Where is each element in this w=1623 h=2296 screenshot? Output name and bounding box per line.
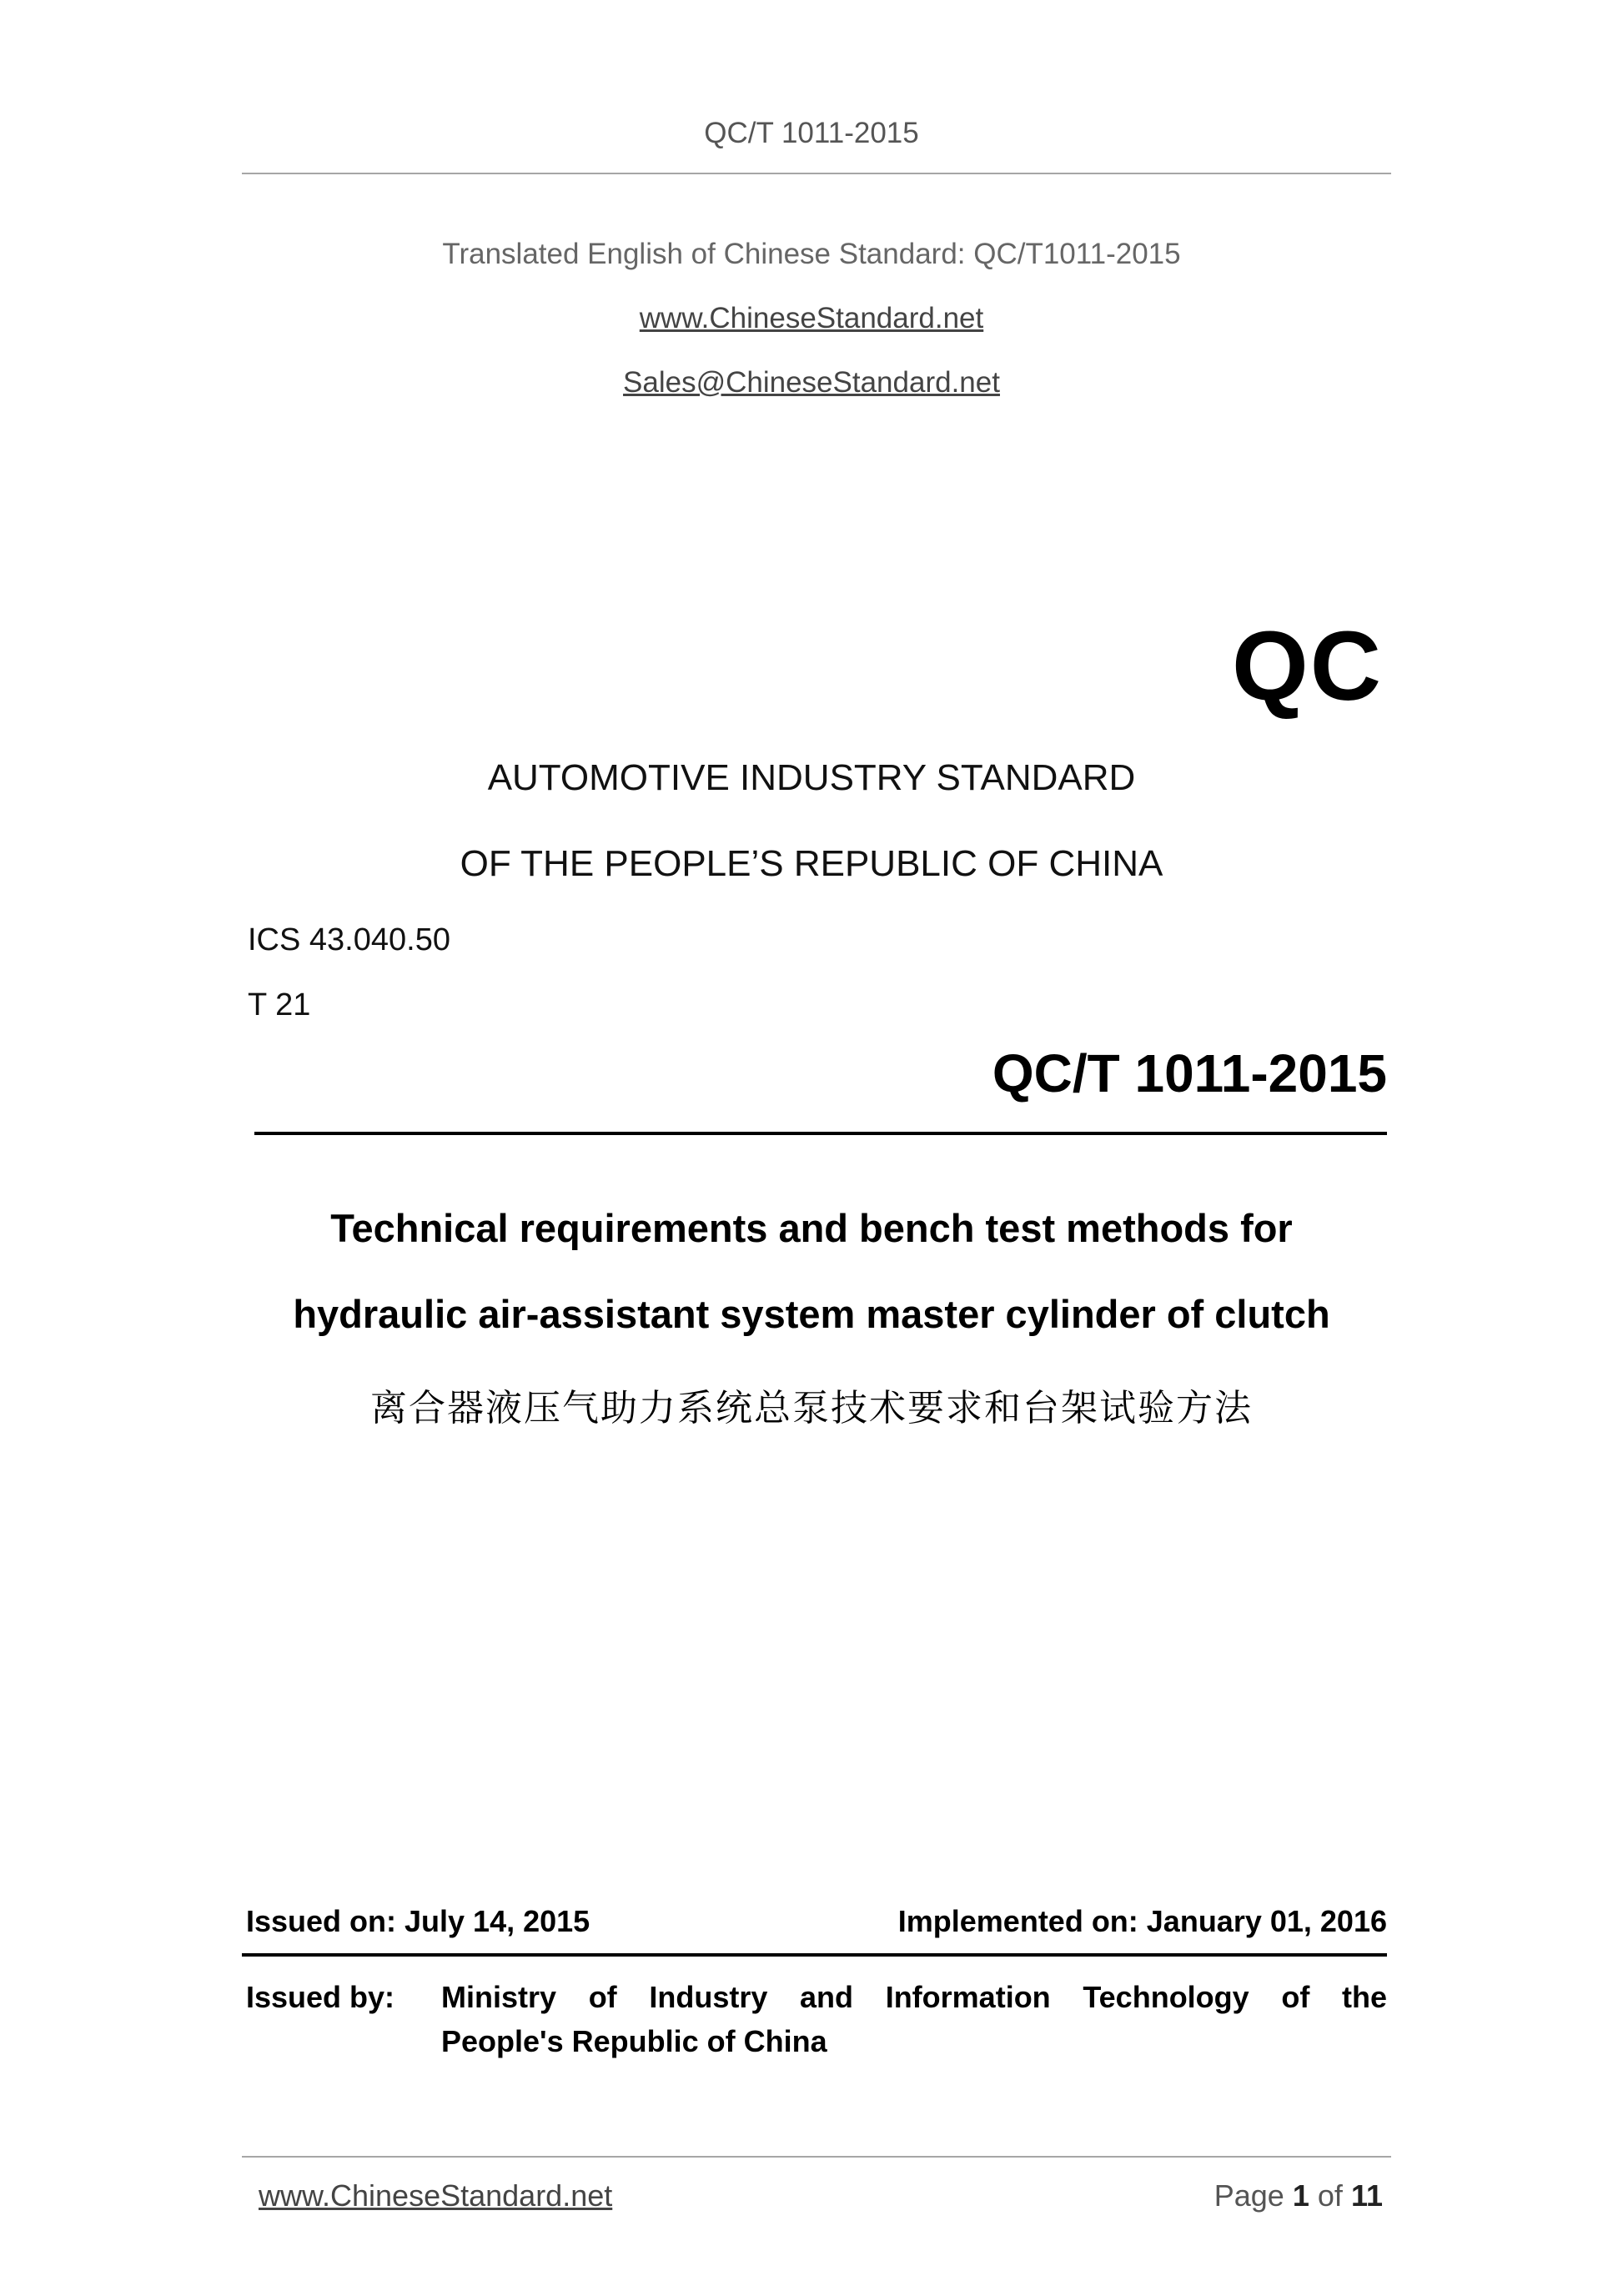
qc-logo: QC bbox=[1232, 611, 1383, 721]
standard-number-divider bbox=[254, 1132, 1387, 1135]
document-title-chinese: 离合器液压气助力系统总泵技术要求和台架试验方法 bbox=[370, 1387, 1253, 1429]
translation-title: Translated English of Chinese Standard: QC/T1011-2015 bbox=[442, 238, 1181, 270]
issuer-org-line1: Ministry of Industry and Information Technology of the bbox=[441, 1980, 1387, 2014]
issued-date: Issued on: July 14, 2015 bbox=[246, 1904, 590, 1938]
page-total: 11 bbox=[1350, 2178, 1383, 2213]
page-indicator bbox=[1214, 2178, 1383, 2213]
page-prefix: Page bbox=[1213, 2178, 1284, 2213]
implemented-date: Implemented on: January 01, 2016 bbox=[897, 1904, 1387, 1938]
standard-type-line2: OF THE PEOPLE’S REPUBLIC OF CHINA bbox=[460, 843, 1163, 884]
header-divider bbox=[242, 173, 1391, 174]
standard-type-line1: AUTOMOTIVE INDUSTRY STANDARD bbox=[487, 757, 1136, 798]
footer-website-link[interactable]: www.ChineseStandard.net bbox=[259, 2178, 613, 2213]
standard-number: QC/T 1011-2015 bbox=[992, 1043, 1387, 1103]
page-current: 1 bbox=[1292, 2178, 1309, 2213]
footer-divider bbox=[242, 2156, 1391, 2158]
category-code: T 21 bbox=[248, 987, 311, 1022]
dates-divider bbox=[242, 1953, 1387, 1957]
issuer-org-line2: People's Republic of China bbox=[441, 2024, 827, 2058]
page-of: of bbox=[1317, 2178, 1343, 2213]
document-title-line1: Technical requirements and bench test methods for bbox=[330, 1206, 1293, 1250]
issuer-label: Issued by: bbox=[246, 1980, 395, 2014]
email-link-row bbox=[0, 366, 1623, 399]
ics-code: ICS 43.040.50 bbox=[248, 922, 450, 957]
running-header: QC/T 1011-2015 bbox=[704, 117, 919, 149]
document-title-line2: hydraulic air-assistant system master cylinder of clutch bbox=[293, 1292, 1330, 1336]
website-link-row bbox=[0, 302, 1623, 335]
email-link[interactable]: Sales@ChineseStandard.net bbox=[623, 366, 1000, 399]
website-link[interactable]: www.ChineseStandard.net bbox=[639, 302, 984, 334]
